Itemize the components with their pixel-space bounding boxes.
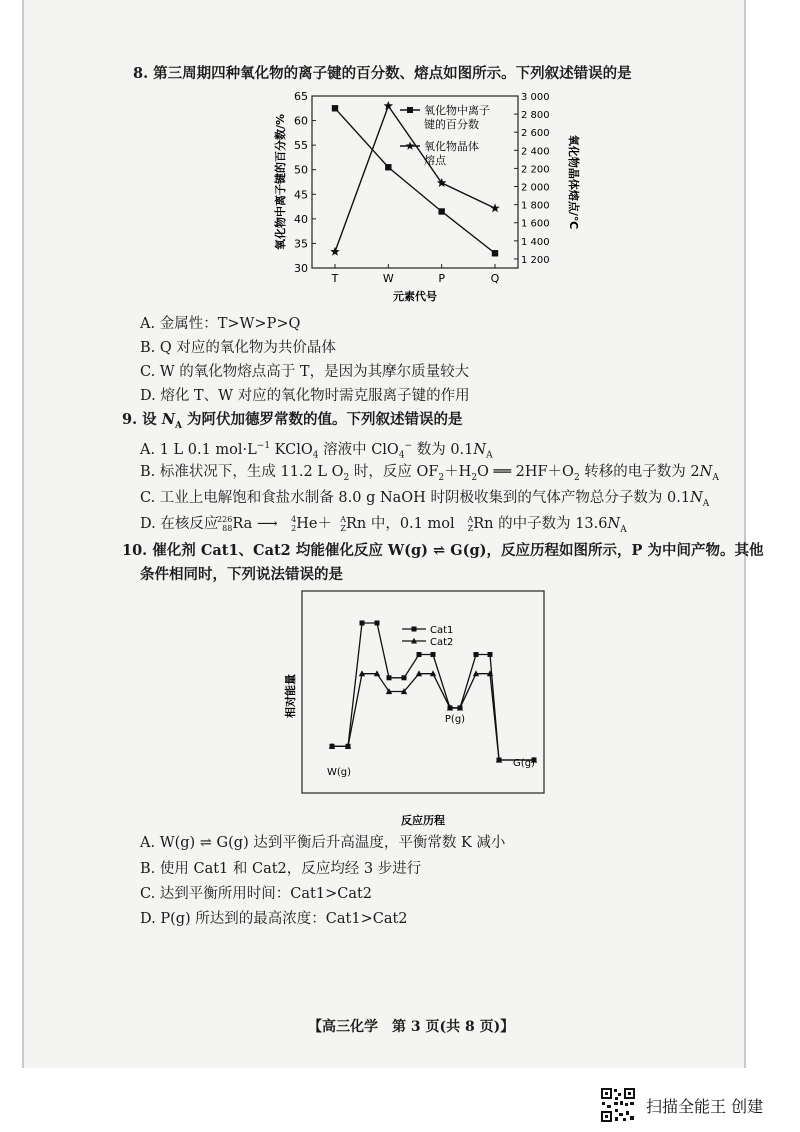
q9-stem: 9. 设 $N_A$ 为阿伏加德罗常数的值。下列叙述错误的是 <box>122 411 463 431</box>
scanner-watermark <box>600 1087 763 1123</box>
data-point-square <box>492 250 498 256</box>
data-point-square <box>332 105 338 111</box>
left-tick-label: 55 <box>294 139 308 153</box>
legend-label: 熔点 <box>424 154 446 167</box>
x-axis-title: 反应历程 <box>401 814 445 827</box>
right-tick-label: 1 800 <box>521 200 550 212</box>
data-point-star <box>384 101 394 110</box>
energy-point-square <box>488 652 493 657</box>
q8-option-a: A. 金属性：T>W>P>Q <box>140 316 301 332</box>
left-tick-label: 35 <box>294 237 308 251</box>
q9-option-c: C. 工业上电解饱和食盐水制备 8.0 g NaOH 时阴极收集到的气体产物总分子数为 $0.1N_A$ <box>140 490 710 509</box>
nuclide-he: 4 2 <box>291 515 297 533</box>
q9-option-a: A. 1 L 0.1 $mol\cdot L^{-1}$ KClO$_4$ 溶液中 ClO$_4$− 数为 $0.1N_A$ <box>140 441 493 461</box>
page-footer: 【高三化学 第 3 页(共 8 页)】 <box>308 1019 515 1035</box>
energy-point-square <box>402 675 407 680</box>
label-g-g: G(g) <box>513 758 535 769</box>
y-axis-title: 相对能量 <box>284 674 297 718</box>
left-tick-label: 45 <box>294 188 308 202</box>
right-tick-label: 1 600 <box>521 218 550 230</box>
nuclide-rn-product: A Z <box>340 515 346 533</box>
right-tick-label: 1 400 <box>521 236 550 248</box>
q9-option-b: B. 标准状况下，生成 11.2 L $O_2$ 时，反应 $OF_2+H_2O$ ══ $2HF+O_2$ 转移的电子数为 $2N_A$ <box>140 464 719 483</box>
q10-option-c: C. 达到平衡所用时间：Cat1>Cat2 <box>140 886 373 902</box>
legend-label: 氧化物中离子 <box>424 104 490 117</box>
data-point-square <box>385 164 391 170</box>
x-tick-label: Q <box>490 272 500 285</box>
watermark-text: 扫描全能王 创建 <box>646 1096 764 1116</box>
left-tick-label: 65 <box>294 90 308 103</box>
left-tick-label: 30 <box>294 262 308 275</box>
right-tick-label: 3 000 <box>521 92 550 103</box>
data-point-star <box>330 247 340 256</box>
legend-label: 氧化物晶体 <box>424 140 479 153</box>
right-tick-label: 2 000 <box>521 182 550 194</box>
q8-option-b: B. Q 对应的氧化物为共价晶体 <box>140 340 336 356</box>
left-tick-label: 40 <box>294 212 308 226</box>
plot-frame <box>312 96 518 268</box>
left-axis-title: 氧化物中离子键的百分数/% <box>274 113 287 251</box>
nuclide-rn: A Z <box>467 515 474 533</box>
data-point-star <box>490 203 500 212</box>
legend-label: 键的百分数 <box>424 118 479 131</box>
legend-label: Cat1 <box>430 625 454 636</box>
q10-option-b: B. 使用 Cat1 和 Cat2，反应均经 3 步进行 <box>140 861 422 877</box>
data-point-square <box>438 208 444 214</box>
q8-option-d: D. 熔化 T、W 对应的氧化物时需克服离子键的作用 <box>140 388 470 404</box>
energy-point-square <box>387 675 392 680</box>
q8-option-c: C. W 的氧化物熔点高于 T，是因为其摩尔质量较大 <box>140 364 470 380</box>
label-w-g: W(g) <box>326 767 352 778</box>
x-tick-label: P <box>438 272 445 285</box>
energy-point-square <box>360 621 365 626</box>
energy-point-square <box>375 621 380 626</box>
left-tick-label: 50 <box>294 163 308 177</box>
q8-stem: 8. 第三周期四种氧化物的离子键的百分数、熔点如图所示。下列叙述错误的是 <box>133 65 632 82</box>
q10-stem-line2: 条件相同时，下列说法错误的是 <box>140 566 343 583</box>
legend-marker-square <box>407 107 413 113</box>
x-tick-label: W <box>382 272 394 285</box>
energy-point-square <box>417 652 422 657</box>
energy-line-cat2 <box>332 674 534 760</box>
q10-option-d: D. P(g) 所达到的最高浓度：Cat1>Cat2 <box>140 911 408 927</box>
right-tick-label: 2 600 <box>521 128 550 140</box>
label-p-g: P(g) <box>444 714 466 725</box>
legend-marker-square <box>412 627 417 632</box>
energy-point-square <box>431 652 436 657</box>
nuclide-ra: 226 88 <box>217 515 233 533</box>
chart-ionic-bond-melting-point <box>270 86 580 308</box>
plot-frame <box>302 591 544 793</box>
q10-option-a: A. W(g) ⇌ G(g) 达到平衡后升高温度，平衡常数 K 减小 <box>140 835 506 851</box>
chart-reaction-energy-profile <box>280 588 550 833</box>
legend-label: Cat2 <box>430 637 454 648</box>
x-tick-label: T <box>331 272 339 285</box>
right-tick-label: 2 800 <box>521 110 550 122</box>
qr-code-icon <box>600 1087 636 1123</box>
q10-stem-line1: 10. 催化剂 Cat1、Cat2 均能催化反应 W(g) ⇌ G(g)，反应历程如图所示，P 为中间产物。其他 <box>122 542 764 559</box>
energy-point-square <box>474 652 479 657</box>
x-axis-title: 元素代号 <box>393 290 437 303</box>
right-axis-title: 氧化物晶体熔点/℃ <box>567 134 580 230</box>
right-tick-label: 2 400 <box>521 146 550 158</box>
q9-option-d: D. 在核反应 226 88 Ra ⟶ 4 2 He＋ A Z Rn 中，0.1 mol A Z Rn 的中子数为 $13.6N_A$ <box>140 515 627 535</box>
right-tick-label: 2 200 <box>521 164 550 176</box>
left-tick-label: 60 <box>294 114 308 128</box>
right-tick-label: 1 200 <box>521 254 550 266</box>
